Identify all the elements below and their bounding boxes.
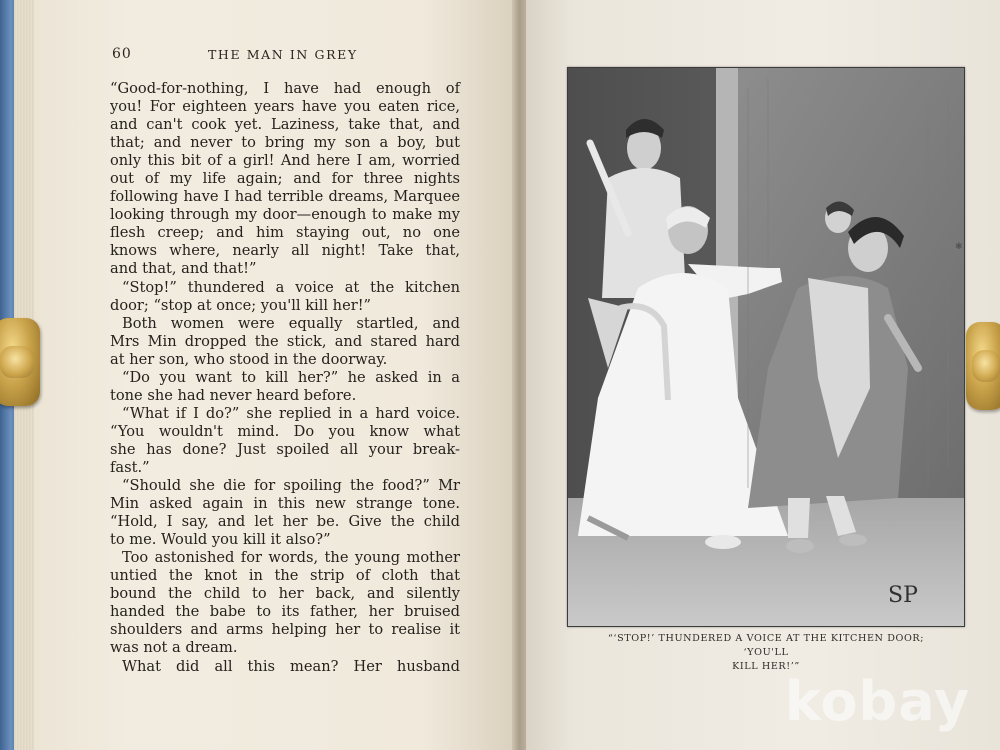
text-line: at her son, who stood in the doorway. (110, 350, 388, 368)
text-line: tone she had never heard before. (110, 386, 357, 404)
text-line: flesh creep; and him staying out, no one (110, 224, 460, 242)
text-line: bound the child to her back, and silently (110, 585, 460, 603)
text-line: “What if I do?” she replied in a hard voice. (122, 404, 460, 422)
illustration-caption (585, 632, 947, 674)
text-line: and that, and that!” (110, 260, 257, 278)
text-line: knows where, nearly all night! Take that, (110, 242, 460, 260)
text-line: out of my life again; and for three nights (110, 170, 460, 188)
text-line: “Stop!” thundered a voice at the kitchen (122, 278, 460, 296)
text-line: only this bit of a girl! And here I am, worried (110, 152, 460, 170)
text-line: was not a dream. (110, 639, 238, 657)
watermark-logo: kobay (785, 670, 971, 733)
running-head: THE MAN IN GREY (208, 47, 358, 62)
artist-signature: SP (888, 583, 918, 608)
text-line: “Do you want to kill her?” he asked in a (122, 368, 460, 386)
text-line: looking through my door—enough to make my (110, 206, 460, 224)
text-line: handed the babe to its father, her bruised (110, 603, 460, 621)
text-line: What did all this mean? Her husband (122, 657, 460, 675)
text-line: “Good-for-nothing, I have had enough of (110, 80, 460, 97)
text-line: “Should she die for spoiling the food?” Mr (122, 477, 460, 495)
text-line: fast.” (110, 458, 150, 476)
paper-speck: ✱ (955, 242, 963, 252)
text-line: untied the knot in the strip of cloth that (110, 567, 460, 585)
text-line: door; “stop at once; you'll kill her!” (110, 296, 372, 314)
text-line: following have I had terrible dreams, Marquee (110, 188, 460, 206)
illustration-engraving-icon (568, 68, 964, 626)
caption-line: “‘STOP!’ THUNDERED A VOICE AT THE KITCHEN DOOR; ‘YOU'LL (607, 633, 925, 658)
illustration-plate (567, 67, 965, 627)
caption-line: KILL HER!’” (732, 661, 800, 672)
text-line: you! For eighteen years have you eaten rice, (110, 98, 460, 116)
text-line: Mrs Min dropped the stick, and stared hard (110, 332, 460, 350)
text-line: Too astonished for words, the young mother (122, 549, 460, 567)
text-line: and can't cook yet. Laziness, take that, and (110, 116, 460, 134)
page-number: 60 (112, 46, 132, 62)
text-line: to me. Would you kill it also?” (110, 531, 331, 549)
text-line: she has done? Just spoiled all your break- (110, 440, 460, 458)
text-line: shoulders and arms helping her to realise it (110, 621, 460, 639)
clip-right-icon (966, 322, 1000, 410)
text-line: “You wouldn't mind. Do you know what (110, 422, 460, 440)
body-text (110, 80, 460, 676)
clip-left-icon (0, 318, 40, 406)
text-line: Min asked again in this new strange tone. (110, 495, 460, 513)
page-header (112, 46, 462, 70)
text-line: that; and never to bring my son a boy, but (110, 134, 460, 152)
text-line: Both women were equally startled, and (122, 314, 460, 332)
text-line: “Hold, I say, and let her be. Give the child (110, 513, 460, 531)
